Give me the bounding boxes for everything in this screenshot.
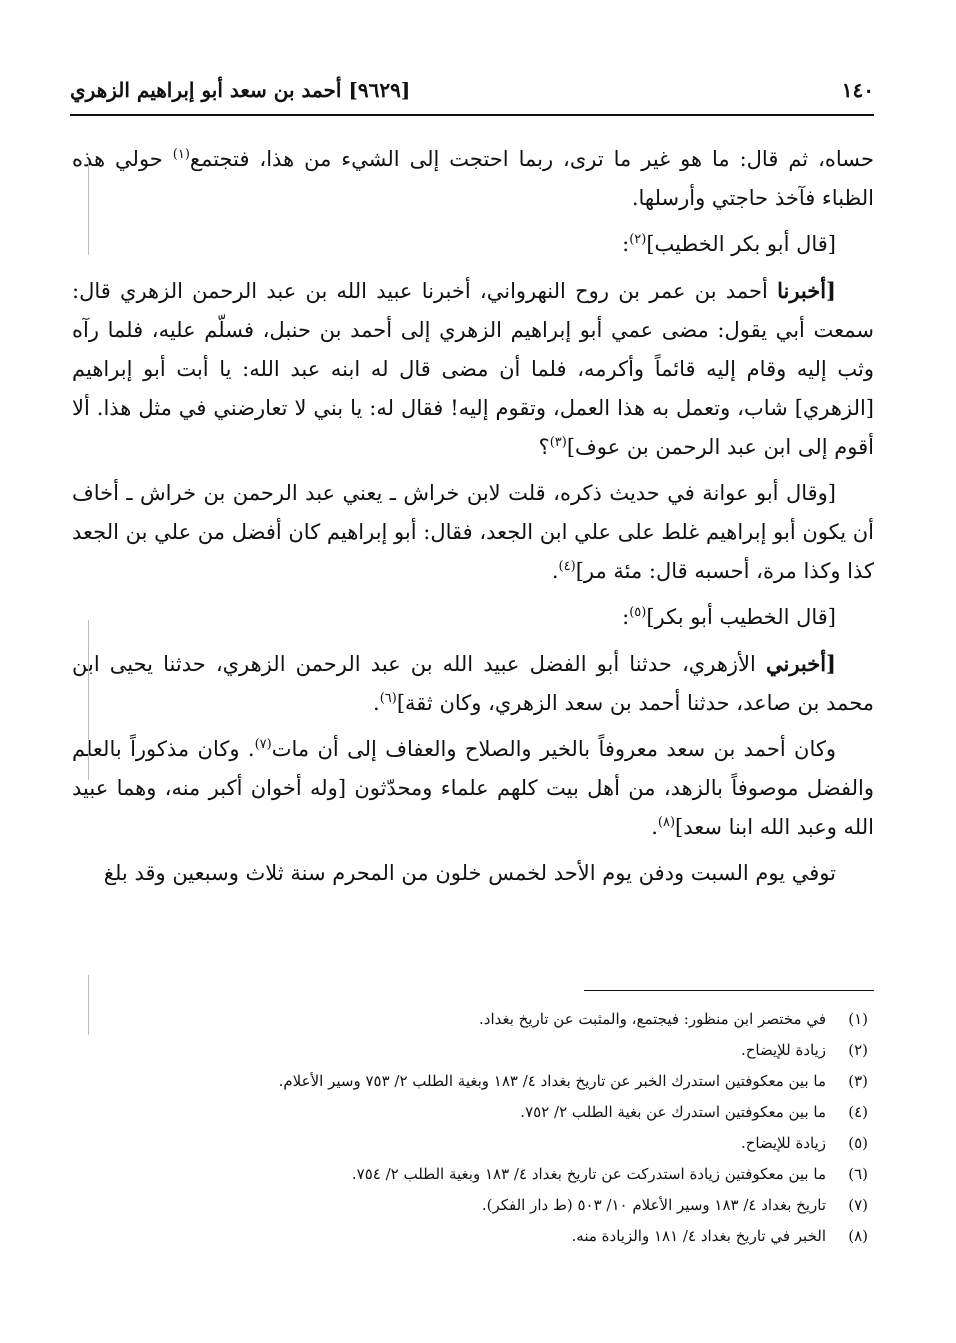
- footnote-text: زيادة للإيضاح.: [740, 1134, 826, 1152]
- footnote-number: (١): [848, 1010, 868, 1028]
- footnote-ref[interactable]: (٨): [657, 815, 676, 830]
- text-segment: [قال الخطيب أبو بكر]: [646, 605, 836, 629]
- text-segment: حولي هذه الظباء فآخذ حاجتي وأرسلها.: [72, 147, 874, 210]
- footnote-text: تاريخ بغداد ٤/ ١٨٣ وسير الأعلام ١٠/ ٥٠٣ (ط دار الفكر).: [481, 1196, 826, 1214]
- text-segment: [قال أبو بكر الخطيب]: [646, 232, 836, 256]
- footnote-item: [120, 1004, 868, 1035]
- footnote-ref[interactable]: (٥): [629, 605, 647, 620]
- main-text: [72, 140, 874, 900]
- page-number: ١٤٠: [841, 78, 874, 102]
- scan-artifact-line: [88, 160, 89, 255]
- text-segment: [وقال أبو عوانة في حديث ذكره، قلت لابن خراش ـ يعني عبد الرحمن بن خراش ـ أخاف أن يكون أبو إبراهيم غلط على علي ابن الجعد، فقال: أبو إبراهيم كان أفضل من علي بن الجعد كذا وكذا مرة، أحسبه قال: مئة مر]: [72, 481, 874, 583]
- footnote-number: (٢): [848, 1041, 868, 1059]
- footnote-item: [120, 1035, 868, 1066]
- footnote-number: (٨): [848, 1227, 868, 1245]
- footnote-ref[interactable]: (٦): [379, 691, 397, 706]
- text-segment: .: [373, 691, 380, 715]
- footnote-ref[interactable]: (١): [172, 147, 190, 162]
- footnote-number: (٦): [848, 1165, 868, 1183]
- footnote-text: ما بين معكوفتين زيادة استدركت عن تاريخ بغداد ٤/ ١٨٣ وبغية الطلب ٢/ ٧٥٤.: [351, 1165, 826, 1183]
- footnote-item: [120, 1097, 868, 1128]
- text-segment: وكان أحمد بن سعد معروفاً بالخير والصلاح والعفاف إلى أن مات: [271, 737, 836, 761]
- footnote-item: [120, 1128, 868, 1159]
- text-segment: حساه، ثم قال: ما هو غير ما ترى، ربما احتجت إلى الشيء من هذا، فتجتمع: [189, 147, 874, 171]
- footnote-number: (٥): [848, 1134, 868, 1152]
- text-segment: أحمد بن عمر بن روح النهرواني، أخبرنا عبيد الله بن عبد الرحمن الزهري قال: سمعت أبي يقول: مضى عمي أبو إبراهيم الزهري إلى أحمد بن حنبل، فسلّم عليه، فلما رآه وثب إليه وقام إليه قائماً وأكرمه، فلما أن مضى قال له ابنه عبد الله: يا أبت أبو إبراهيم [الزهري] شاب، وتعمل به هذا العمل، وتقوم إليه! فقال له: يا بني لا تعارضني في مثل هذا. ألا أقوم إلى ابن عبد الرحمن بن عوف]: [72, 279, 874, 459]
- running-title: [٩٦٢٩] أحمد بن سعد أبو إبراهيم الزهري: [70, 78, 411, 102]
- text-segment: توفي يوم السبت ودفن يوم الأحد لخمس خلون من المحرم سنة ثلاث وسبعين وقد بلغ: [103, 861, 836, 885]
- footnote-text: في مختصر ابن منظور: فيجتمع، والمثبت عن تاريخ بغداد.: [479, 1010, 826, 1028]
- text-segment: .: [651, 815, 658, 839]
- bold-text: [أخبرنا: [777, 278, 836, 303]
- text-segment: . وكان مذكوراً بالعلم والفضل موصوفاً بالزهد، من أهل بيت كلهم علماء ومحدّثون [وله أخوان أكبر منه، وهما عبيد الله وعبد الله ابنا سعد]: [72, 737, 874, 839]
- footnote-item: [120, 1221, 868, 1252]
- footnote-number: (٧): [848, 1196, 868, 1214]
- text-segment: ؟: [538, 435, 550, 459]
- text-segment: :: [622, 232, 630, 256]
- footnote-ref[interactable]: (٧): [254, 737, 272, 752]
- scan-artifact-line: [88, 620, 89, 780]
- body-paragraph: [72, 730, 874, 847]
- header-rule: [70, 114, 874, 116]
- footnote-ref[interactable]: (٣): [549, 435, 567, 450]
- text-segment: :: [622, 605, 630, 629]
- bold-text: [أخبرني: [765, 651, 836, 676]
- footnote-item: [120, 1159, 868, 1190]
- body-paragraph: [72, 644, 874, 723]
- body-paragraph: [72, 271, 874, 467]
- page-header: [70, 72, 874, 108]
- footnote-number: (٤): [848, 1103, 868, 1121]
- footnote-text: ما بين معكوفتين استدرك الخبر عن تاريخ بغداد ٤/ ١٨٣ وبغية الطلب ٢/ ٧٥٣ وسير الأعلام.: [278, 1072, 826, 1090]
- footnote-text: الخبر في تاريخ بغداد ٤/ ١٨١ والزيادة منه.: [571, 1227, 826, 1245]
- footnote-rule: [584, 990, 874, 991]
- text-segment: الأزهري، حدثنا أبو الفضل عبيد الله بن عبد الرحمن الزهري، حدثنا يحيى ابن محمد بن صاعد، حدثنا أحمد بن سعد الزهري، وكان ثقة]: [72, 652, 874, 715]
- footnote-ref[interactable]: (٤): [558, 559, 576, 574]
- body-paragraph: [72, 225, 874, 264]
- footnote-item: [120, 1190, 868, 1221]
- footnote-item: [120, 1066, 868, 1097]
- footnote-ref[interactable]: (٢): [629, 232, 647, 247]
- footnote-text: ما بين معكوفتين استدرك عن بغية الطلب ٢/ ٧٥٢.: [520, 1103, 826, 1121]
- body-paragraph: [72, 854, 874, 893]
- footnote-number: (٣): [848, 1072, 868, 1090]
- body-paragraph: [72, 140, 874, 218]
- text-segment: .: [551, 559, 559, 583]
- body-paragraph: [72, 598, 874, 637]
- body-paragraph: [72, 474, 874, 591]
- scan-artifact-line: [88, 975, 89, 1035]
- footnotes: [120, 1004, 868, 1252]
- footnote-text: زيادة للإيضاح.: [740, 1041, 826, 1059]
